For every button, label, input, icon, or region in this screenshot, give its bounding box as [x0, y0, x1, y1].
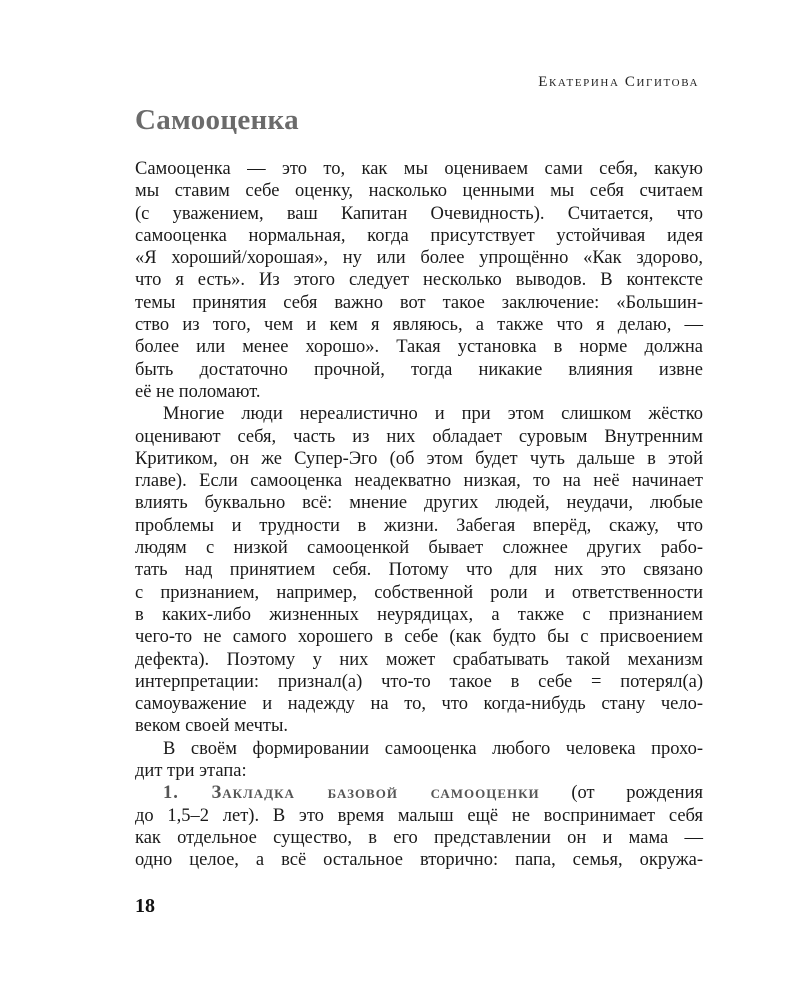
text-line: быть достаточно прочной, тогда никакие влияния извне [135, 359, 703, 380]
text-line [135, 782, 703, 804]
paragraph-stage-one [135, 782, 703, 871]
text-line: Многие люди нереалистично и при этом слишком жёстко [163, 404, 703, 425]
page-number: 18 [135, 895, 155, 917]
text-line: (с уважением, ваш Капитан Очевидность). Считается, что [135, 203, 703, 224]
text-line: самооценка нормальная, когда присутствует устойчивая идея [135, 225, 703, 246]
text-line: темы принятия себя важно вот такое заключение: «Большин- [135, 292, 703, 313]
paragraph-three-stages [135, 738, 703, 783]
paragraph-inner-critic [135, 403, 703, 737]
body-text [135, 158, 703, 872]
paragraph-self-esteem-definition [135, 158, 703, 403]
running-header-author: Екатерина Сигитова [538, 74, 699, 90]
text-line: до 1,5–2 лет). В это время малыш ещё не воспринимает себя [135, 805, 703, 826]
stage-one-heading: 1. Закладка базовой самооценки [163, 783, 540, 804]
text-line: с признанием, например, собственной роли и ответственности [135, 582, 703, 603]
text-line: её не поломают. [135, 381, 261, 402]
text-line: проблемы и трудности в жизни. Забегая вперёд, скажу, что [135, 515, 703, 536]
text-line: Критиком, он же Супер-Эго (об этом будет чуть дальше в этой [135, 448, 703, 469]
text-line: что я есть». Из этого следует несколько выводов. В контексте [135, 270, 703, 291]
text-line: ство из того, чем и кем я являюсь, а также что я делаю, — [135, 315, 703, 336]
text-line: в каких-либо жизненных неурядицах, а также с признанием [135, 604, 703, 625]
text-line: тать над принятием себя. Потому что для них это связано [135, 560, 703, 581]
text-line: дит три этапа: [135, 761, 247, 782]
text-line: веком своей мечты. [135, 716, 289, 737]
text-line: людям с низкой самооценкой бывает сложнее других рабо- [135, 538, 703, 559]
text-line: «Я хороший/хорошая», ну или более упрощённо «Как здорово, [135, 248, 703, 269]
text-line: чего-то не самого хорошего в себе (как будто бы с присвоением [135, 627, 703, 648]
text-line: В своём формировании самооценка любого человека прохо- [163, 738, 703, 759]
text-line: мы ставим себе оценку, насколько ценными мы себя считаем [135, 181, 703, 202]
text-line: главе). Если самооценка неадекватно низкая, то на неё начинает [135, 471, 703, 492]
text-line: влиять буквально всё: мнение других людей, неудачи, любые [135, 493, 703, 514]
text-line: оценивают себя, часть из них обладает суровым Внутренним [135, 426, 703, 447]
text-line: дефекта). Поэтому у них может срабатывать такой механизм [135, 649, 703, 670]
text-line: как отдельное существо, в его представлении он и мама — [135, 827, 703, 848]
stage-one-heading-rest: (от рождения [539, 783, 703, 804]
text-line: одно целое, а всё остальное вторично: папа, семья, окружа- [135, 850, 703, 871]
text-line: интерпретации: признал(а) что-то такое в себе = потерял(а) [135, 671, 703, 692]
text-line: Самооценка — это то, как мы оцениваем сами себя, какую [135, 159, 703, 179]
chapter-title: Самооценка [135, 104, 299, 136]
text-line: более или менее хорошо». Такая установка в норме должна [135, 337, 703, 358]
text-line: самоуважение и надежду на то, что когда-нибудь стану чело- [135, 694, 703, 715]
